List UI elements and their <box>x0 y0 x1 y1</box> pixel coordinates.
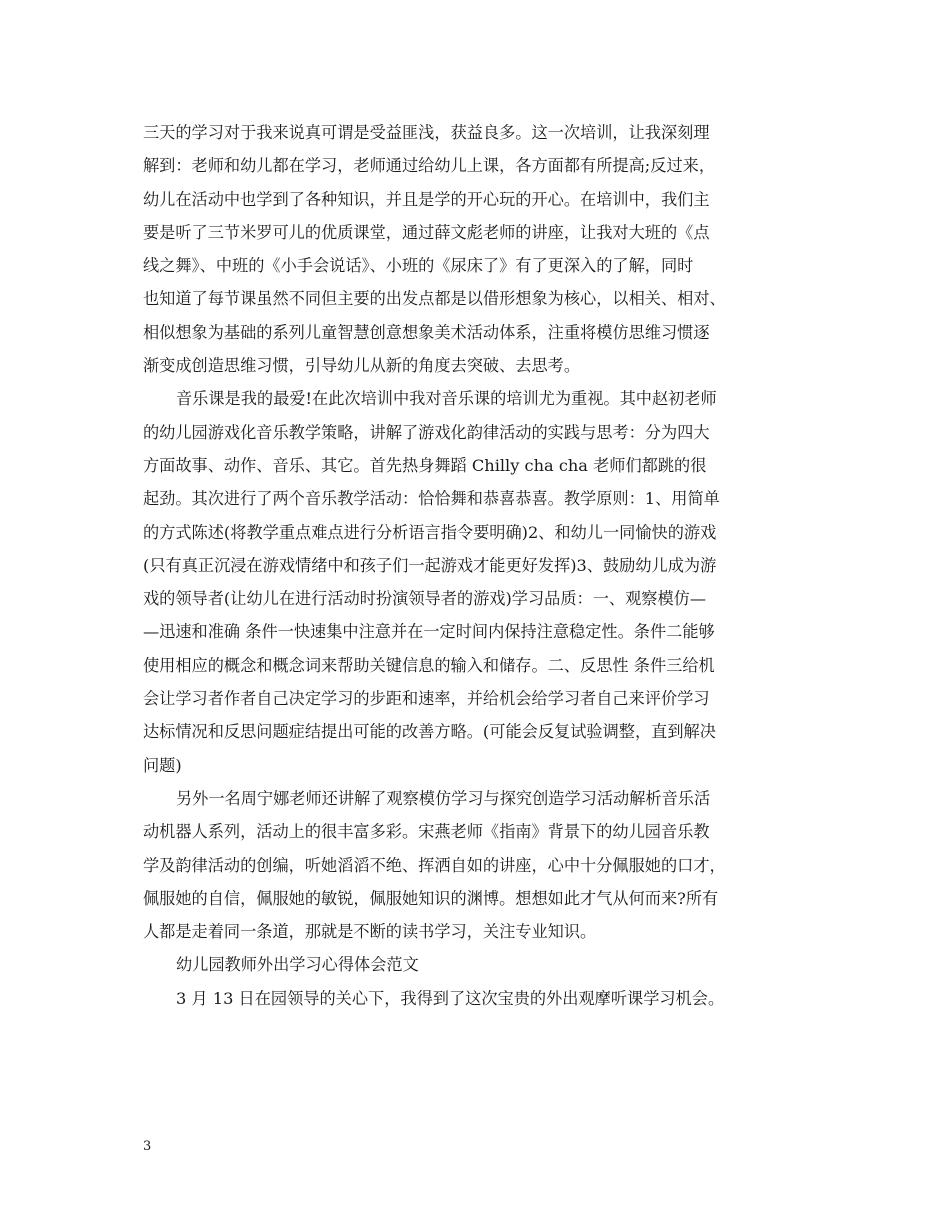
text-line: 三天的学习对于我来说真可谓是受益匪浅，获益良多。这一次培训，让我深刻理 <box>143 123 710 142</box>
text-line: 3 月 13 日在园领导的关心下，我得到了这次宝贵的外出观摩听课学习机会。 <box>176 988 725 1008</box>
paragraph <box>143 982 833 1015</box>
text-line: 要是听了三节米罗可儿的优质课堂，通过薛文彪老师的讲座，让我对大班的《点 <box>143 222 710 242</box>
document-body <box>143 116 833 1015</box>
paragraph <box>143 382 833 782</box>
text-line: 会让学习者作者自己决定学习的步距和速率，并给机会给学习者自己来评价学习 <box>143 689 710 709</box>
text-line: 线之舞》、中班的《小手会说话》、小班的《尿床了》有了更深入的了解，同时 <box>143 256 694 276</box>
text-line: 达标情况和反思问题症结提出可能的改善方略。(可能会反复试验调整，直到解决 <box>143 722 716 742</box>
text-line: 起劲。其次进行了两个音乐教学活动：恰恰舞和恭喜恭喜。教学原则：1、用简单 <box>143 489 720 509</box>
text-line: 的方式陈述(将教学重点难点进行分析语言指令要明确)2、和幼儿一同愉快的游戏 <box>143 522 717 542</box>
text-line: 相似想象为基础的系列儿童智慧创意想象美术活动体系，注重将模仿思维习惯逐 <box>143 322 710 342</box>
text-line: 另外一名周宁娜老师还讲解了观察模仿学习与探究创造学习活动解析音乐活 <box>176 788 711 808</box>
text-line: 方面故事、动作、音乐、其它。首先热身舞蹈 Chilly cha cha 老师们都跳的很 <box>143 455 707 475</box>
text-line: 佩服她的自信，佩服她的敏锐，佩服她知识的渊博。想想如此才气从何而来?所有 <box>143 888 719 908</box>
page-number: 3 <box>143 1139 152 1154</box>
paragraph <box>143 948 833 981</box>
text-line: 幼儿园教师外出学习心得体会范文 <box>176 955 419 975</box>
text-line: 音乐课是我的最爱!在此次培训中我对音乐课的培训尤为重视。其中赵初老师 <box>176 389 717 409</box>
text-line: 学及韵律活动的创编，听她滔滔不绝、挥洒自如的讲座，心中十分佩服她的口才， <box>143 855 726 875</box>
paragraph <box>143 116 833 382</box>
text-line: 人都是走着同一条道，那就是不断的读书学习，关注专业知识。 <box>143 922 597 942</box>
text-line: 使用相应的概念和概念词来帮助关键信息的输入和储存。二、反思性 条件三给机 <box>143 655 715 675</box>
text-line: (只有真正沉浸在游戏情绪中和孩子们一起游戏才能更好发挥)3、鼓励幼儿成为游 <box>143 555 717 575</box>
text-line: 戏的领导者(让幼儿在进行活动时扮演领导者的游戏)学习品质：一、观察模仿— <box>143 589 707 609</box>
paragraph <box>143 782 833 948</box>
text-line: 问题) <box>143 755 182 775</box>
text-line: 幼儿在活动中也学到了各种知识，并且是学的开心玩的开心。在培训中，我们主 <box>143 189 710 209</box>
text-line: —迅速和准确 条件一快速集中注意并在一定时间内保持注意稳定性。条件二能够 <box>143 622 715 642</box>
text-line: 渐变成创造思维习惯，引导幼儿从新的角度去突破、去思考。 <box>143 356 581 376</box>
text-line: 解到：老师和幼儿都在学习，老师通过给幼儿上课，各方面都有所提高;反过来， <box>143 156 716 176</box>
text-line: 动机器人系列，活动上的很丰富多彩。宋燕老师《指南》背景下的幼儿园音乐教 <box>143 822 710 842</box>
text-line: 的幼儿园游戏化音乐教学策略，讲解了游戏化韵律活动的实践与思考：分为四大 <box>143 422 710 442</box>
text-line: 也知道了每节课虽然不同但主要的出发点都是以借形想象为核心，以相关、相对、 <box>143 289 726 309</box>
